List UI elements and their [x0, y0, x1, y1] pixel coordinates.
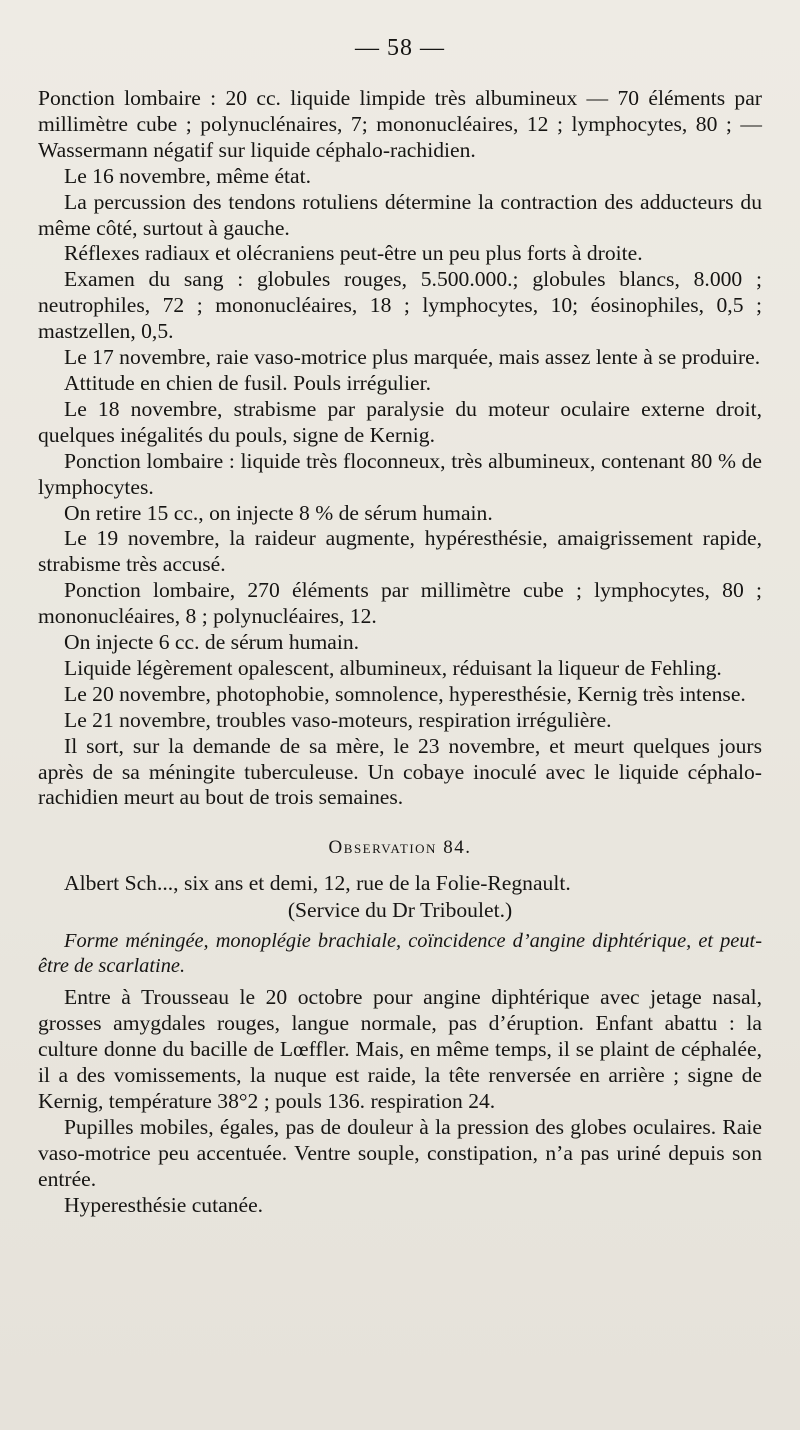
observation-summary: Forme méningée, monoplégie brachiale, coïncidence d’angine diphtérique, et peut-être de scarlatine. [38, 930, 762, 978]
paragraph: Ponction lombaire : 20 cc. liquide limpide très albumineux — 70 éléments par millimètre cube ; polynuclénaires, 7; mononucléaires, 12 ; lymphocytes, 80 ; — Wassermann négatif sur liquide céphalo-rachidien. [38, 86, 762, 162]
paragraph: Entre à Trousseau le 20 octobre pour angine diphtérique avec jetage nasal, grosses amygdales rouges, langue normale, pas d’éruption. Enfant abattu : la culture donne du bacille de Lœffler. Mais, en même temps, il se plaint de céphalée, il a des vomissements, la nuque est raide, la tête renversée en arrière ; signe de Kernig, température 38°2 ; pouls 136. respiration 24. [38, 985, 762, 1113]
paragraph: Liquide légèrement opalescent, albumineux, réduisant la liqueur de Fehling. [64, 655, 722, 680]
paragraph: Réflexes radiaux et olécraniens peut-être un peu plus forts à droite. [64, 241, 643, 266]
paragraph: Ponction lombaire : liquide très floconneux, très albumineux, contenant 80 % de lymphocytes. [38, 448, 762, 499]
paragraph: Le 16 novembre, même état. [64, 163, 312, 188]
observation-patient-block [38, 871, 762, 897]
paragraph: On retire 15 cc., on injecte 8 % de sérum humain. [64, 500, 493, 525]
observation-service: (Service du Dr Triboulet.) [287, 898, 513, 923]
paragraph: Pupilles mobiles, égales, pas de douleur à la pression des globes oculaires. Raie vaso-motrice peu accentuée. Ventre souple, constipation, n’a pas uriné depuis son entrée. [38, 1114, 762, 1191]
paragraph: On injecte 6 cc. de sérum humain. [64, 630, 360, 655]
body-text-top [38, 86, 762, 811]
paragraph: Ponction lombaire, 270 éléments par millimètre cube ; lymphocytes, 80 ; mononucléaires, 8 ; polynucléaires, 12. [38, 578, 762, 629]
observation-patient: Albert Sch..., six ans et demi, 12, rue de la Folie-Regnault. [64, 871, 571, 896]
observation-heading: Observation 84. [328, 837, 472, 859]
paragraph: Attitude en chien de fusil. Pouls irrégulier. [64, 370, 432, 395]
body-text-bottom [38, 985, 762, 1218]
paragraph: Le 20 novembre, photophobie, somnolence, hyperesthésie, Kernig très intense. [64, 681, 746, 706]
paragraph: Il sort, sur la demande de sa mère, le 23 novembre, et meurt quelques jours après de sa méningite tuberculeuse. Un cobaye inoculé avec le liquide céphalo-rachidien meurt au bout de trois semaines. [38, 733, 762, 810]
paragraph: Hyperesthésie cutanée. [64, 1192, 264, 1217]
paragraph: La percussion des tendons rotuliens détermine la contraction des adducteurs du même côté, surtout à gauche. [38, 189, 762, 240]
page-number: — 58 — [355, 35, 445, 61]
paragraph: Le 18 novembre, strabisme par paralysie du moteur oculaire externe droit, quelques inégalités du pouls, signe de Kernig. [38, 396, 762, 447]
paragraph: Le 19 novembre, la raideur augmente, hypéresthésie, amaigrissement rapide, strabisme très accusé. [38, 526, 762, 577]
paragraph: Examen du sang : globules rouges, 5.500.000.; globules blancs, 8.000 ; neutrophiles, 72 ; mononucléaires, 18 ; lymphocytes, 10; éosinophiles, 0,5 ; mastzellen, 0,5. [38, 267, 762, 344]
paragraph: Le 17 novembre, raie vaso-motrice plus marquée, mais assez lente à se produire. [64, 345, 761, 370]
paragraph: Le 21 novembre, troubles vaso-moteurs, respiration irrégulière. [64, 707, 612, 732]
